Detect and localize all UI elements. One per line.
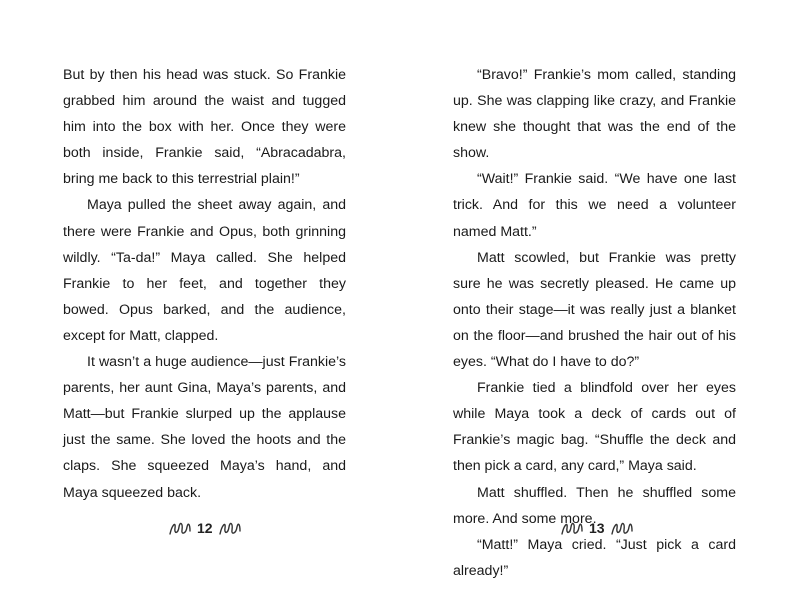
loop-squiggle-icon (611, 519, 633, 537)
page-number-left (169, 519, 241, 537)
page-number: 12 (197, 520, 213, 536)
loop-squiggle-icon (561, 519, 583, 537)
paragraph: But by then his head was stuck. So Frankie grabbed him around the waist and tugged him into the box with her. Once they were both inside, Frankie said, “Abracadabra, bring me back to this terrestrial plain!” (63, 67, 346, 188)
page-number: 13 (589, 520, 605, 536)
paragraph: Matt scowled, but Frankie was pretty sure he was secretly pleased. He came up onto their stage—it was really just a blanket on the floor—and brushed the hair out of his eyes. “What do I have to do?” (453, 249, 736, 371)
paragraph: Frankie tied a blindfold over her eyes while Maya took a deck of cards out of Frankie’s magic bag. “Shuffle the deck and then pick a card, any card,” Maya said. (453, 380, 736, 475)
left-page (63, 62, 346, 506)
paragraph: “Bravo!” Frankie’s mom called, standing up. She was clapping like crazy, and Frankie knew she thought that was the end of the show. (453, 67, 736, 162)
paragraph: Matt shuffled. Then he shuffled some more. And some more. (453, 484, 736, 527)
loop-squiggle-icon (219, 519, 241, 537)
right-page (453, 62, 736, 584)
page-number-right (561, 519, 633, 537)
paragraph: Maya pulled the sheet away again, and there were Frankie and Opus, both grinning wildly. “Ta-da!” Maya called. She helped Frankie to her feet, and together they bowed. Opus barked, and the audience, except for Matt, clapped. (63, 197, 346, 344)
loop-squiggle-icon (169, 519, 191, 537)
paragraph: It wasn’t a huge audience—just Frankie’s parents, her aunt Gina, Maya’s parents, and Matt—but Frankie slurped up the applause just the same. She loved the hoots and the claps. She squeezed Maya’s hand, and Maya squeezed back. (63, 354, 346, 501)
paragraph: “Wait!” Frankie said. “We have one last trick. And for this we need a volunteer named Matt.” (453, 171, 736, 240)
paragraph: “Matt!” Maya cried. “Just pick a card already!” (453, 536, 736, 579)
